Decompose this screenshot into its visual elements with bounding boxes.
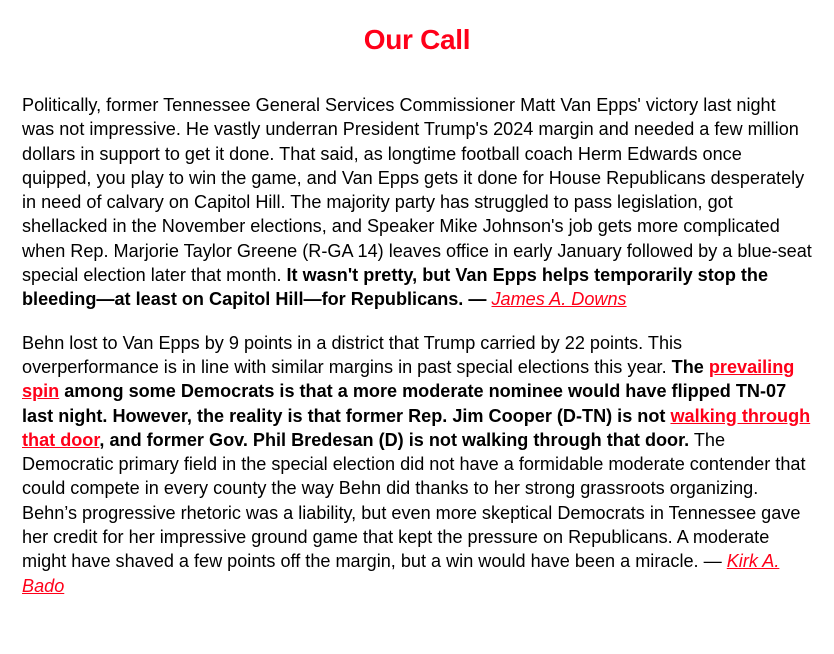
paragraph-2-bold-3: , and former Gov. Phil Bredesan (D) is not walking through that door. bbox=[99, 429, 690, 450]
paragraph-2-text-2: The Democratic primary field in the special election did not have a formidable moderate contender that could compete in every county the way Behn did thanks to her strong grassroots organizing. Behn’s progressive rhetoric was a liability, but even more skeptical Democrats in Tennessee gave her credit for her impressive ground game that kept the pressure on Republicans. A moderate might have shaved a few points off the margin, but a win would have been a miracle. bbox=[22, 429, 806, 572]
paragraph-2-dash: — bbox=[698, 551, 727, 572]
paragraph-2 bbox=[22, 331, 812, 598]
author-link-kirk-bado[interactable]: Kirk A. Bado bbox=[22, 551, 780, 596]
paragraph-2-bold-1: The bbox=[671, 356, 704, 377]
paragraph-1 bbox=[22, 93, 812, 312]
walking-through-door-link[interactable]: walking through that door bbox=[22, 405, 811, 450]
paragraph-1-text: Politically, former Tennessee General Services Commissioner Matt Van Epps' victory last night was not impressive. He vastly underran President Trump's 2024 margin and needed a few million dollars in support to get it done. That said, as longtime football coach Herm Edwards once quipped, you play to win the game, and Van Epps gets it done for House Republicans desperately in need of calvary on Capitol Hill. The majority party has struggled to pass legislation, got shellacked in the November elections, and Speaker Mike Johnson's job gets more complicated when Rep. Marjorie Taylor Greene (R-GA 14) leaves office in early January followed by a blue-seat special election later that month. bbox=[22, 95, 812, 286]
author-link-james-downs[interactable]: James A. Downs bbox=[491, 289, 627, 310]
prevailing-spin-link[interactable]: prevailing spin bbox=[22, 356, 795, 402]
paragraph-2-bold-2: among some Democrats is that a more moderate nominee would have flipped TN-07 last night. However, the reality is that former Rep. Jim Cooper (D-TN) is not bbox=[22, 381, 787, 426]
paragraph-1-bold: It wasn't pretty, but Van Epps helps temporarily stop the bleeding—at least on Capitol Hill—for Republicans. bbox=[22, 265, 769, 310]
paragraph-2-text-1: Behn lost to Van Epps by 9 points in a district that Trump carried by 22 points. This overperformance is in line with similar margins in past special elections this year. bbox=[22, 332, 683, 377]
page-title: Our Call bbox=[363, 24, 471, 55]
paragraph-1-dash: — bbox=[463, 289, 492, 310]
